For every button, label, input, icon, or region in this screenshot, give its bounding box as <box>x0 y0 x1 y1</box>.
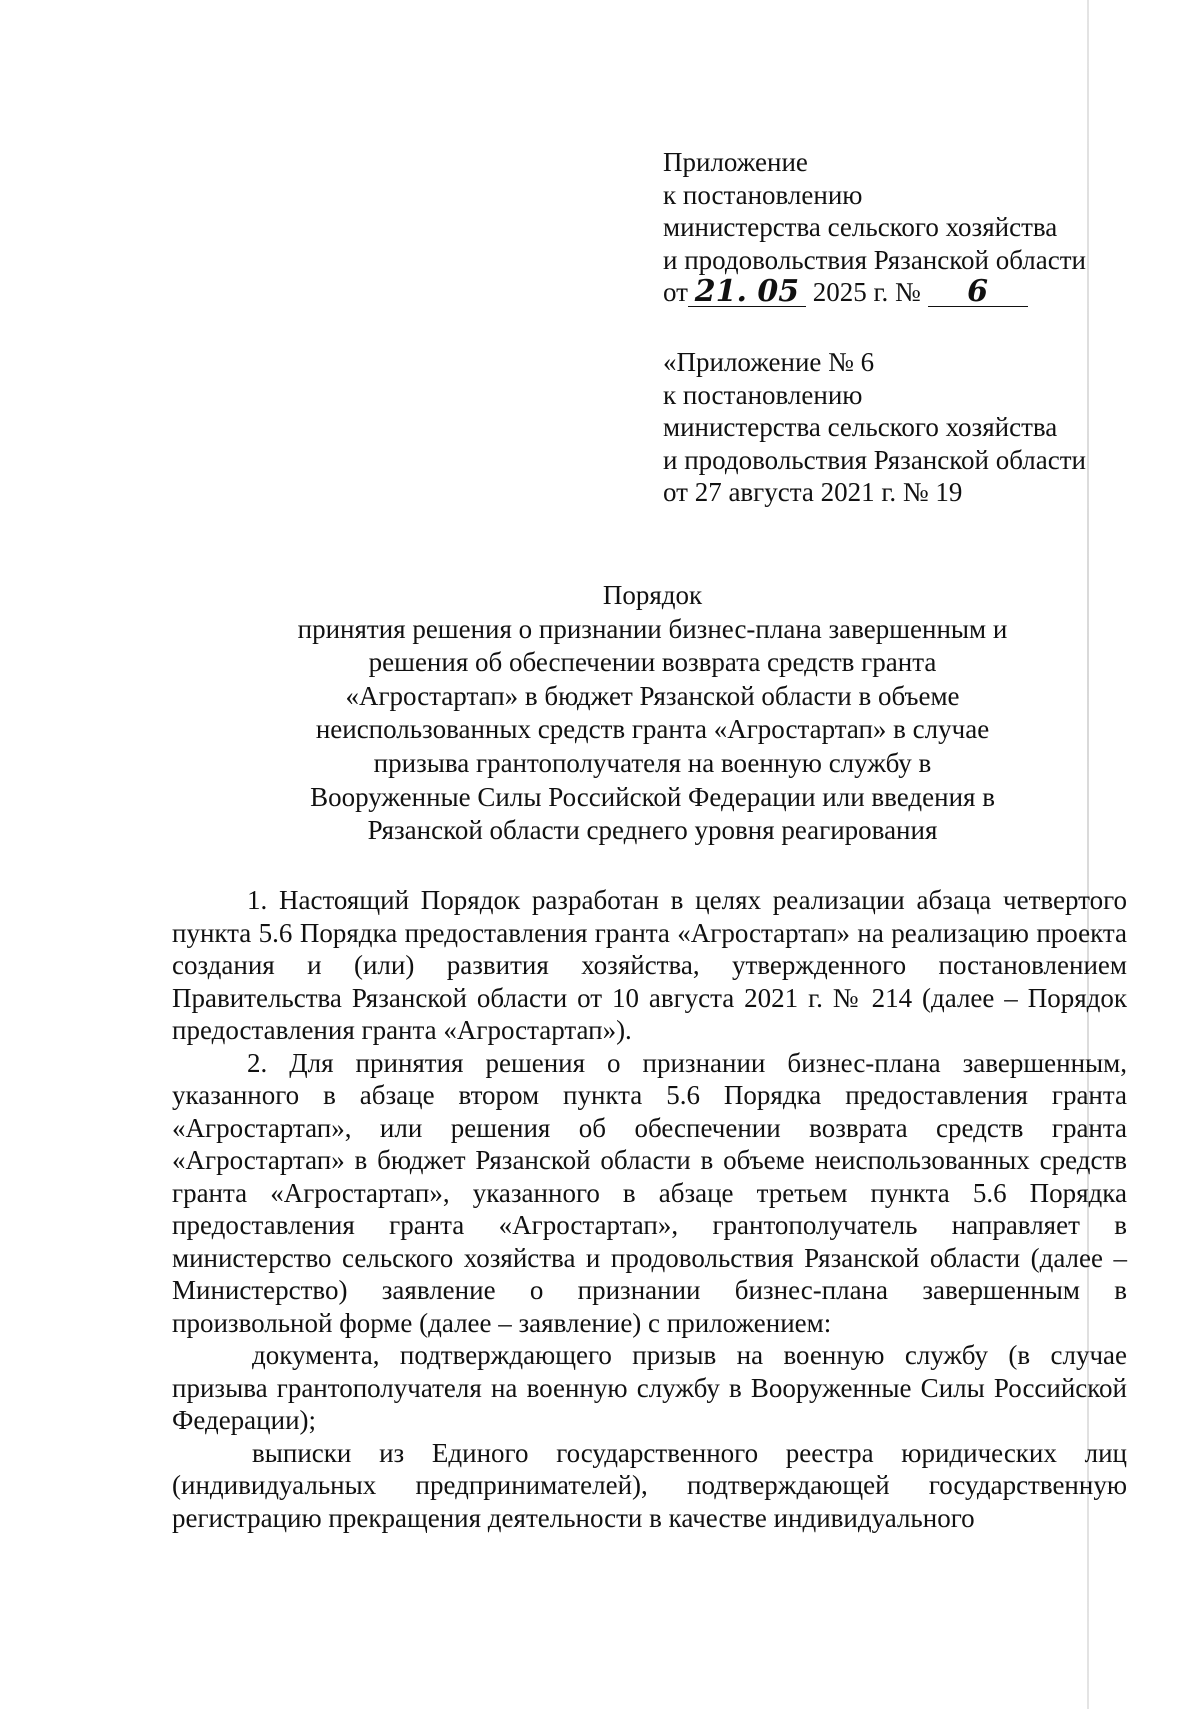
title-heading: Порядок <box>602 580 703 610</box>
original-line-2: к постановлению <box>663 379 863 410</box>
paragraph-4: выписки из Единого государственного реестра юридических лиц (индивидуальных предпринимателей), подтверждающей государственную регистрацию прекращения деятельности в качестве индивидуального <box>172 1437 1127 1533</box>
date-prefix: от <box>663 277 688 307</box>
original-line-3: министерства сельского хозяйства <box>663 412 1058 442</box>
title-line: принятия решения о признании бизнес-плана завершенным и <box>297 613 1008 644</box>
paragraph-2: 2. Для принятия решения о признании бизнес-плана завершенным, указанного в абзаце втором пункта 5.6 Порядка предоставления гранта «Агростартап», или решения об обеспечении возврата средств гранта «Агростартап» в бюджет Рязанской области в объеме неиспользованных средств гранта «Агростартап», указанного в абзаце третьем пункта 5.6 Порядка предоставления гранта «Агростартап», грантополучатель направляет в министерство сельского хозяйства и продовольствия Рязанской области (далее – Министерство) заявление о признании бизнес-плана завершенным в произвольной форме (далее – заявление) с приложением: <box>172 1047 1127 1338</box>
year-text: 2025 г. № <box>812 277 921 307</box>
title-line: Вооруженные Силы Российской Федерации или введения в <box>310 781 995 812</box>
title-line: «Агростартап» в бюджет Рязанской области в объеме <box>345 680 960 711</box>
approval-line-4: и продовольствия Рязанской области <box>663 244 1086 275</box>
handwritten-date: 21. 05 <box>688 278 806 307</box>
approval-date-line <box>663 276 1083 309</box>
title-line: неиспользованных средств гранта «Агростартап» в случае <box>315 714 990 745</box>
document-title <box>265 579 1040 848</box>
title-line: решения об обеспечении возврата средств гранта <box>368 647 937 678</box>
handwritten-number: 6 <box>928 278 1028 307</box>
approval-header <box>663 146 1086 309</box>
title-line: призыва грантополучателя на военную службу в <box>373 747 932 778</box>
paragraph-1: 1. Настоящий Порядок разработан в целях реализации абзаца четвертого пункта 5.6 Порядка предоставления гранта «Агростартап» на реализацию проекта создания и (или) развития хозяйства, утвержденного постановлением Правительства Рязанской области от 10 августа 2021 г. № 214 (далее – Порядок предоставления гранта «Агростартап»). <box>172 885 1127 1045</box>
approval-line-3: министерства сельского хозяйства <box>663 212 1058 242</box>
approval-line-2: к постановлению <box>663 179 863 210</box>
original-line-1: «Приложение № 6 <box>663 347 875 377</box>
original-line-5: от 27 августа 2021 г. № 19 <box>663 477 963 507</box>
paragraph-3: документа, подтверждающего призыв на военную службу (в случае призыва грантополучателя на военную службу в Вооруженные Силы Российской Федерации); <box>172 1340 1127 1435</box>
approval-line-1: Приложение <box>663 147 808 177</box>
original-appendix-header <box>663 346 1086 509</box>
original-line-4: и продовольствия Рязанской области <box>663 444 1086 475</box>
title-line: Рязанской области среднего уровня реагирования <box>367 815 938 846</box>
document-body <box>172 884 1127 1534</box>
